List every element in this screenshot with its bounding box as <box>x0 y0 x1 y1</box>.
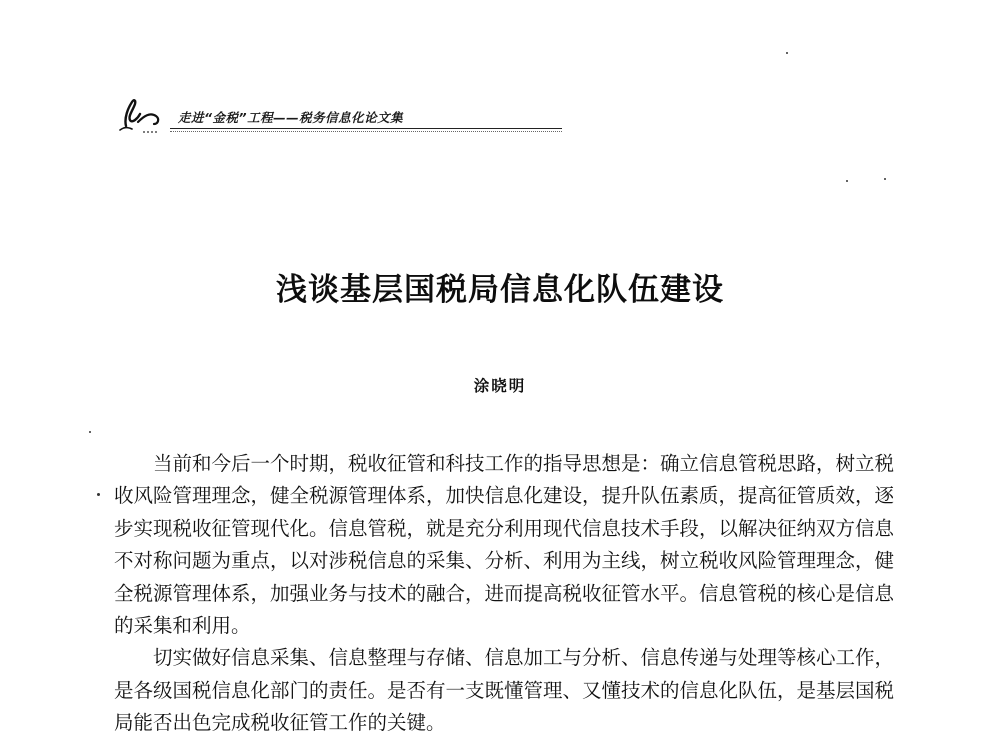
paragraph: 当前和今后一个时期，税收征管和科技工作的指导思想是：确立信息管税思路，树立税收风险管理理念，健全税源管理体系，加快信息化建设，提升队伍素质，提高征管质效，逐步实现税收征管现代化。信息管税，就是充分利用现代信息技术手段，以解决征纳双方信息不对称问题为重点，以对涉税信息的采集、分析、利用为主线，树立税收风险管理理念，健全税源管理体系，加强业务与技术的融合，进而提高税收征管水平。信息管税的核心是信息的采集和利用。 <box>114 452 895 638</box>
header-rule <box>170 128 562 129</box>
series-title: 走进“金税”工程——税务信息化论文集 <box>178 110 404 125</box>
running-header <box>118 96 444 136</box>
scan-speck <box>786 52 788 54</box>
scan-speck <box>97 493 100 496</box>
article-body <box>114 448 894 740</box>
calligraphy-logo-icon <box>118 96 174 136</box>
article-author: 涂晓明 <box>473 377 527 395</box>
article-title: 浅谈基层国税局信息化队伍建设 <box>276 272 724 308</box>
scan-speck <box>89 431 91 433</box>
header-rule-dotted <box>170 131 562 132</box>
scan-speck <box>884 178 886 180</box>
scan-speck <box>846 180 848 182</box>
paragraph: 切实做好信息采集、信息整理与存储、信息加工与分析、信息传递与处理等核心工作，是各级国税信息化部门的责任。是否有一支既懂管理、又懂技术的信息化队伍，是基层国税局能否出色完成税收征管工作的关键。 <box>114 646 895 735</box>
